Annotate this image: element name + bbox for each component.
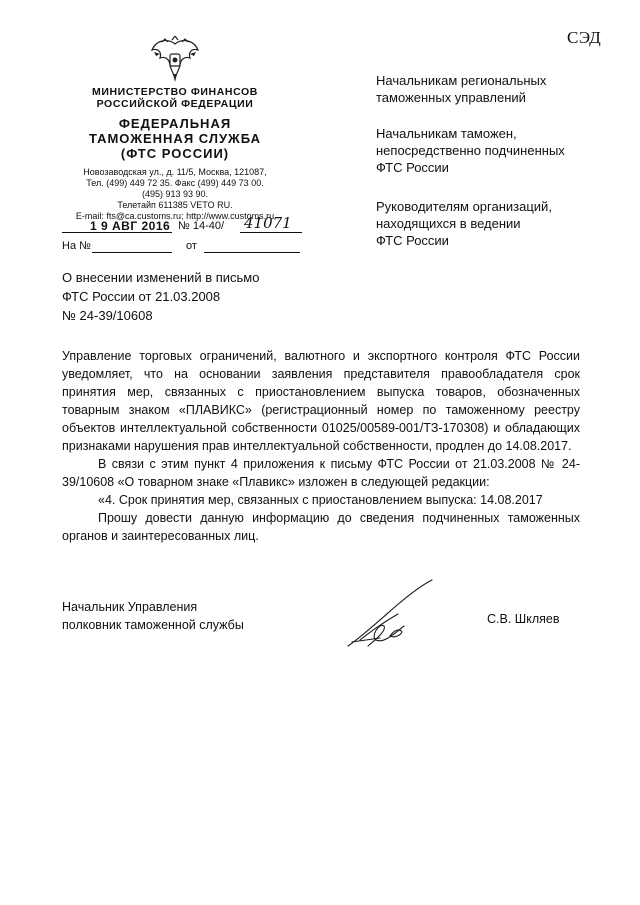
ministry-name-line2: РОССИЙСКОЙ ФЕДЕРАЦИИ (96, 98, 254, 110)
reference-line (62, 238, 302, 254)
reference-from-label: от (186, 240, 197, 252)
service-name-line2: ТАМОЖЕННАЯ СЛУЖБА (88, 131, 262, 146)
body-paragraph-4: Прошу довести данную информацию до сведения подчиненных таможенных органов и заинтересованных лиц. (62, 511, 580, 543)
phone-secondary: (495) 913 93 90. (141, 189, 209, 199)
recipient-line: непосредственно подчиненных (376, 143, 565, 158)
registration-line (62, 216, 302, 234)
body-paragraph-1: Управление торговых ограничений, валютного и экспортного контроля ФТС России уведомляет, что на основании заявления представителя правообладателя срок принятия мер, связанных с приостановлением выпуска товаров, обозначенных товарным знаком «ПЛАВИКС» (регистрационный номер по таможенному реестру объектов интеллектуальной собственности 01025/00589-001/ТЗ-170308) и обладающих признаками нарушения прав интеллектуальной собственности, продлен до 14.08.2017. (62, 349, 580, 453)
recipient-block-1 (376, 72, 606, 106)
position-line-1: Начальник Управления (62, 600, 198, 614)
recipient-line: Руководителям организаций, (376, 199, 552, 214)
registration-date-stamp: 1 9 АВГ 2016 (90, 219, 171, 233)
recipient-line: Начальникам таможен, (376, 126, 517, 141)
service-name-line3: (ФТС РОССИИ) (120, 146, 230, 161)
subject-line: ФТС России от 21.03.2008 (62, 289, 221, 304)
teletype: Телетайп 611385 VETO RU. (117, 200, 233, 210)
handwritten-signature (340, 576, 460, 656)
reference-number-label: На № (62, 240, 91, 252)
letter-subject (62, 268, 312, 325)
position-line-2: полковник таможенной службы (62, 618, 244, 632)
signatory-name: С.В. Шкляев (487, 612, 560, 626)
signatory-position (62, 598, 302, 634)
registration-number-handwritten: 41071 (244, 214, 292, 232)
letter-body (62, 347, 580, 545)
email-website: E-mail: fts@ca.customs.ru; http://www.customs.ru (75, 211, 275, 221)
recipient-block-3 (376, 198, 606, 249)
recipient-line: таможенных управлений (376, 90, 526, 105)
body-paragraph-2: В связи с этим пункт 4 приложения к письму ФТС России от 21.03.2008 № 24-39/10608 «О товарном знаке «Плавикс» изложен в следующей редакции: (62, 457, 580, 489)
recipient-line: ФТС России (376, 233, 449, 248)
body-paragraph-3: «4. Срок принятия мер, связанных с приостановлением выпуска: 14.08.2017 (98, 493, 543, 507)
subject-line: № 24-39/10608 (62, 308, 153, 323)
registration-number-prefix: № 14-40/ (178, 220, 225, 232)
sed-marking: СЭД (567, 28, 602, 47)
ministry-name-line1: МИНИСТЕРСТВО ФИНАНСОВ (92, 86, 258, 98)
address: Новозаводская ул., д. 11/5, Москва, 121087, (83, 167, 267, 177)
letterhead (60, 86, 290, 222)
phone-fax: Тел. (499) 449 72 35. Факс (499) 449 73 00. (86, 178, 264, 188)
recipient-line: находящихся в ведении (376, 216, 521, 231)
service-name-line1: ФЕДЕРАЛЬНАЯ (118, 116, 232, 131)
recipient-line: Начальникам региональных (376, 73, 547, 88)
subject-line: О внесении изменений в письмо (62, 270, 260, 285)
recipient-block-2 (376, 125, 606, 176)
recipient-line: ФТС России (376, 160, 449, 175)
coat-of-arms-icon (148, 36, 202, 84)
